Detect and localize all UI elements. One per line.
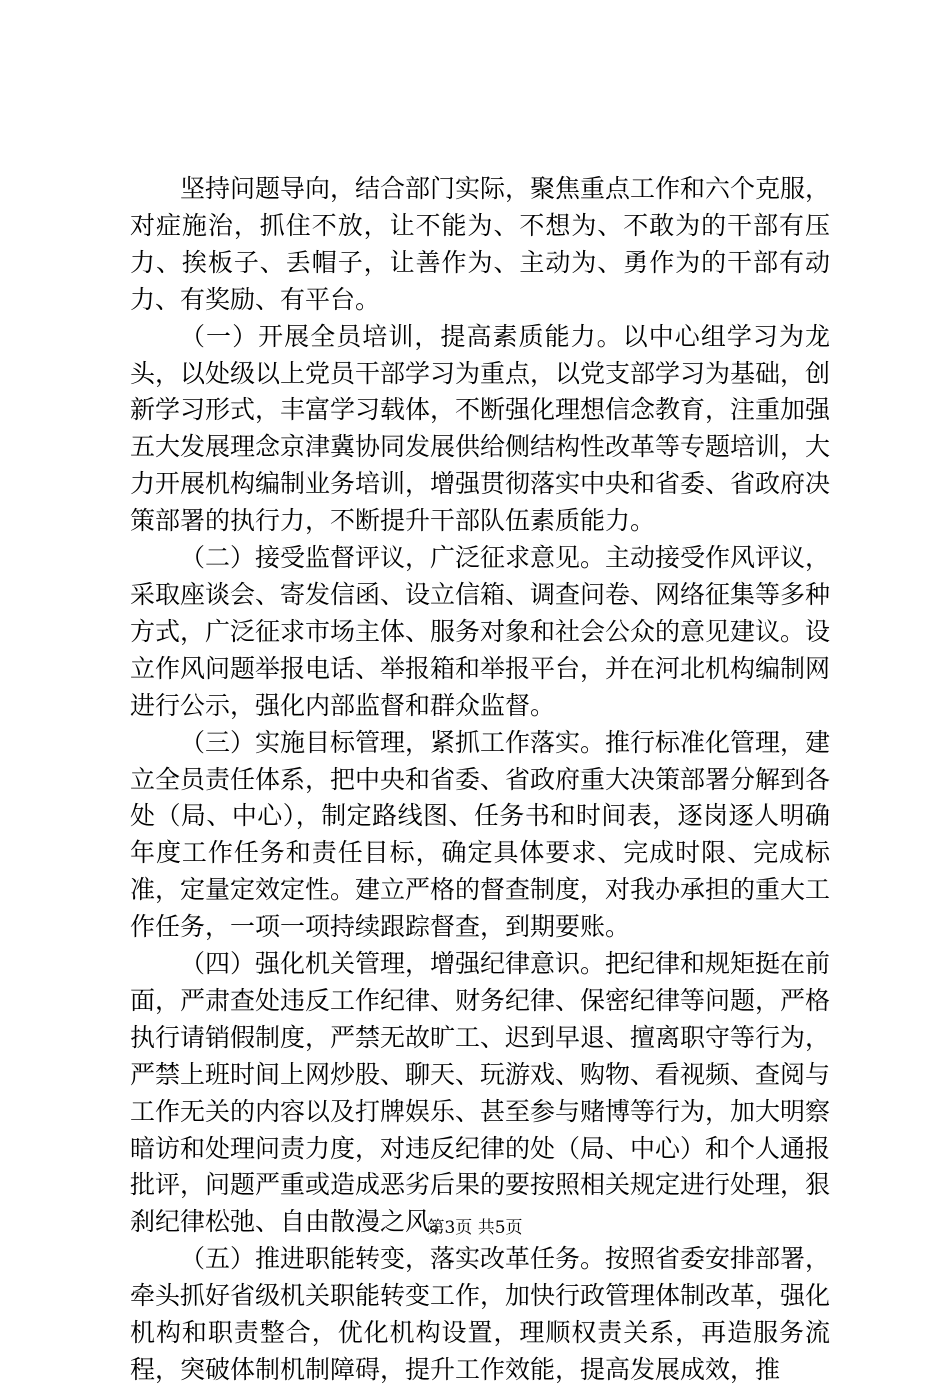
paragraph-discipline: （四）强化机关管理，增强纪律意识。把纪律和规矩挺在前面，严肃查处违反工作纪律、财务纪律、保密纪律等问题，严格执行请销假制度，严禁无故旷工、迟到早退、擅离职守等行为，严禁上班时间上网炒股、聊天、玩游戏、购物、看视频、查阅与工作无关的内容以及打牌娱乐、甚至参与赌博等行为，加大明察暗访和处理问责力度，对违反纪律的处（局、中心）和个人通报批评，问题严重或造成恶劣后果的要按照相关规定进行处理，狠刹纪律松弛、自由散漫之风。: [130, 949, 831, 1237]
paragraph-intro: 坚持问题导向，结合部门实际，聚焦重点工作和六个克服，对症施治，抓住不放，让不能为、不想为、不敢为的干部有压力、挨板子、丢帽子，让善作为、主动为、勇作为的干部有动力、有奖励、有平台。: [130, 174, 831, 314]
page-number-footer: 第3页 共5页: [427, 1218, 523, 1238]
paragraph-training: （一）开展全员培训，提高素质能力。以中心组学习为龙头，以处级以上党员干部学习为重点，以党支部学习为基础，创新学习形式，丰富学习载体，不断强化理想信念教育，注重加强五大发展理念京津冀协同发展供给侧结构性改革等专题培训，大力开展机构编制业务培训，增强贯彻落实中央和省委、省政府决策部署的执行力，不断提升干部队伍素质能力。: [130, 321, 831, 536]
paragraph-function-transformation: （五）推进职能转变，落实改革任务。按照省委安排部署，牵头抓好省级机关职能转变工作，加快行政管理体制改革，强化机构和职责整合，优化机构设置，理顺权责关系，再造服务流程，突破体制机制障碍，提升工作效能，提高发展成效，推: [130, 1244, 831, 1384]
paragraph-target-management: （三）实施目标管理，紧抓工作落实。推行标准化管理，建立全员责任体系，把中央和省委、省政府重大决策部署分解到各处（局、中心），制定路线图、任务书和时间表，逐岗逐人明确年度工作任务和责任目标，确定具体要求、完成时限、完成标准，定量定效定性。建立严格的督查制度，对我办承担的重大工作任务，一项一项持续跟踪督查，到期要账。: [130, 727, 831, 942]
paragraph-supervision: （二）接受监督评议，广泛征求意见。主动接受作风评议，采取座谈会、寄发信函、设立信箱、调查问卷、网络征集等多种方式，广泛征求市场主体、服务对象和社会公众的意见建议。设立作风问题举报电话、举报箱和举报平台，并在河北机构编制网进行公示，强化内部监督和群众监督。: [130, 543, 831, 720]
document-body: [130, 171, 830, 1389]
